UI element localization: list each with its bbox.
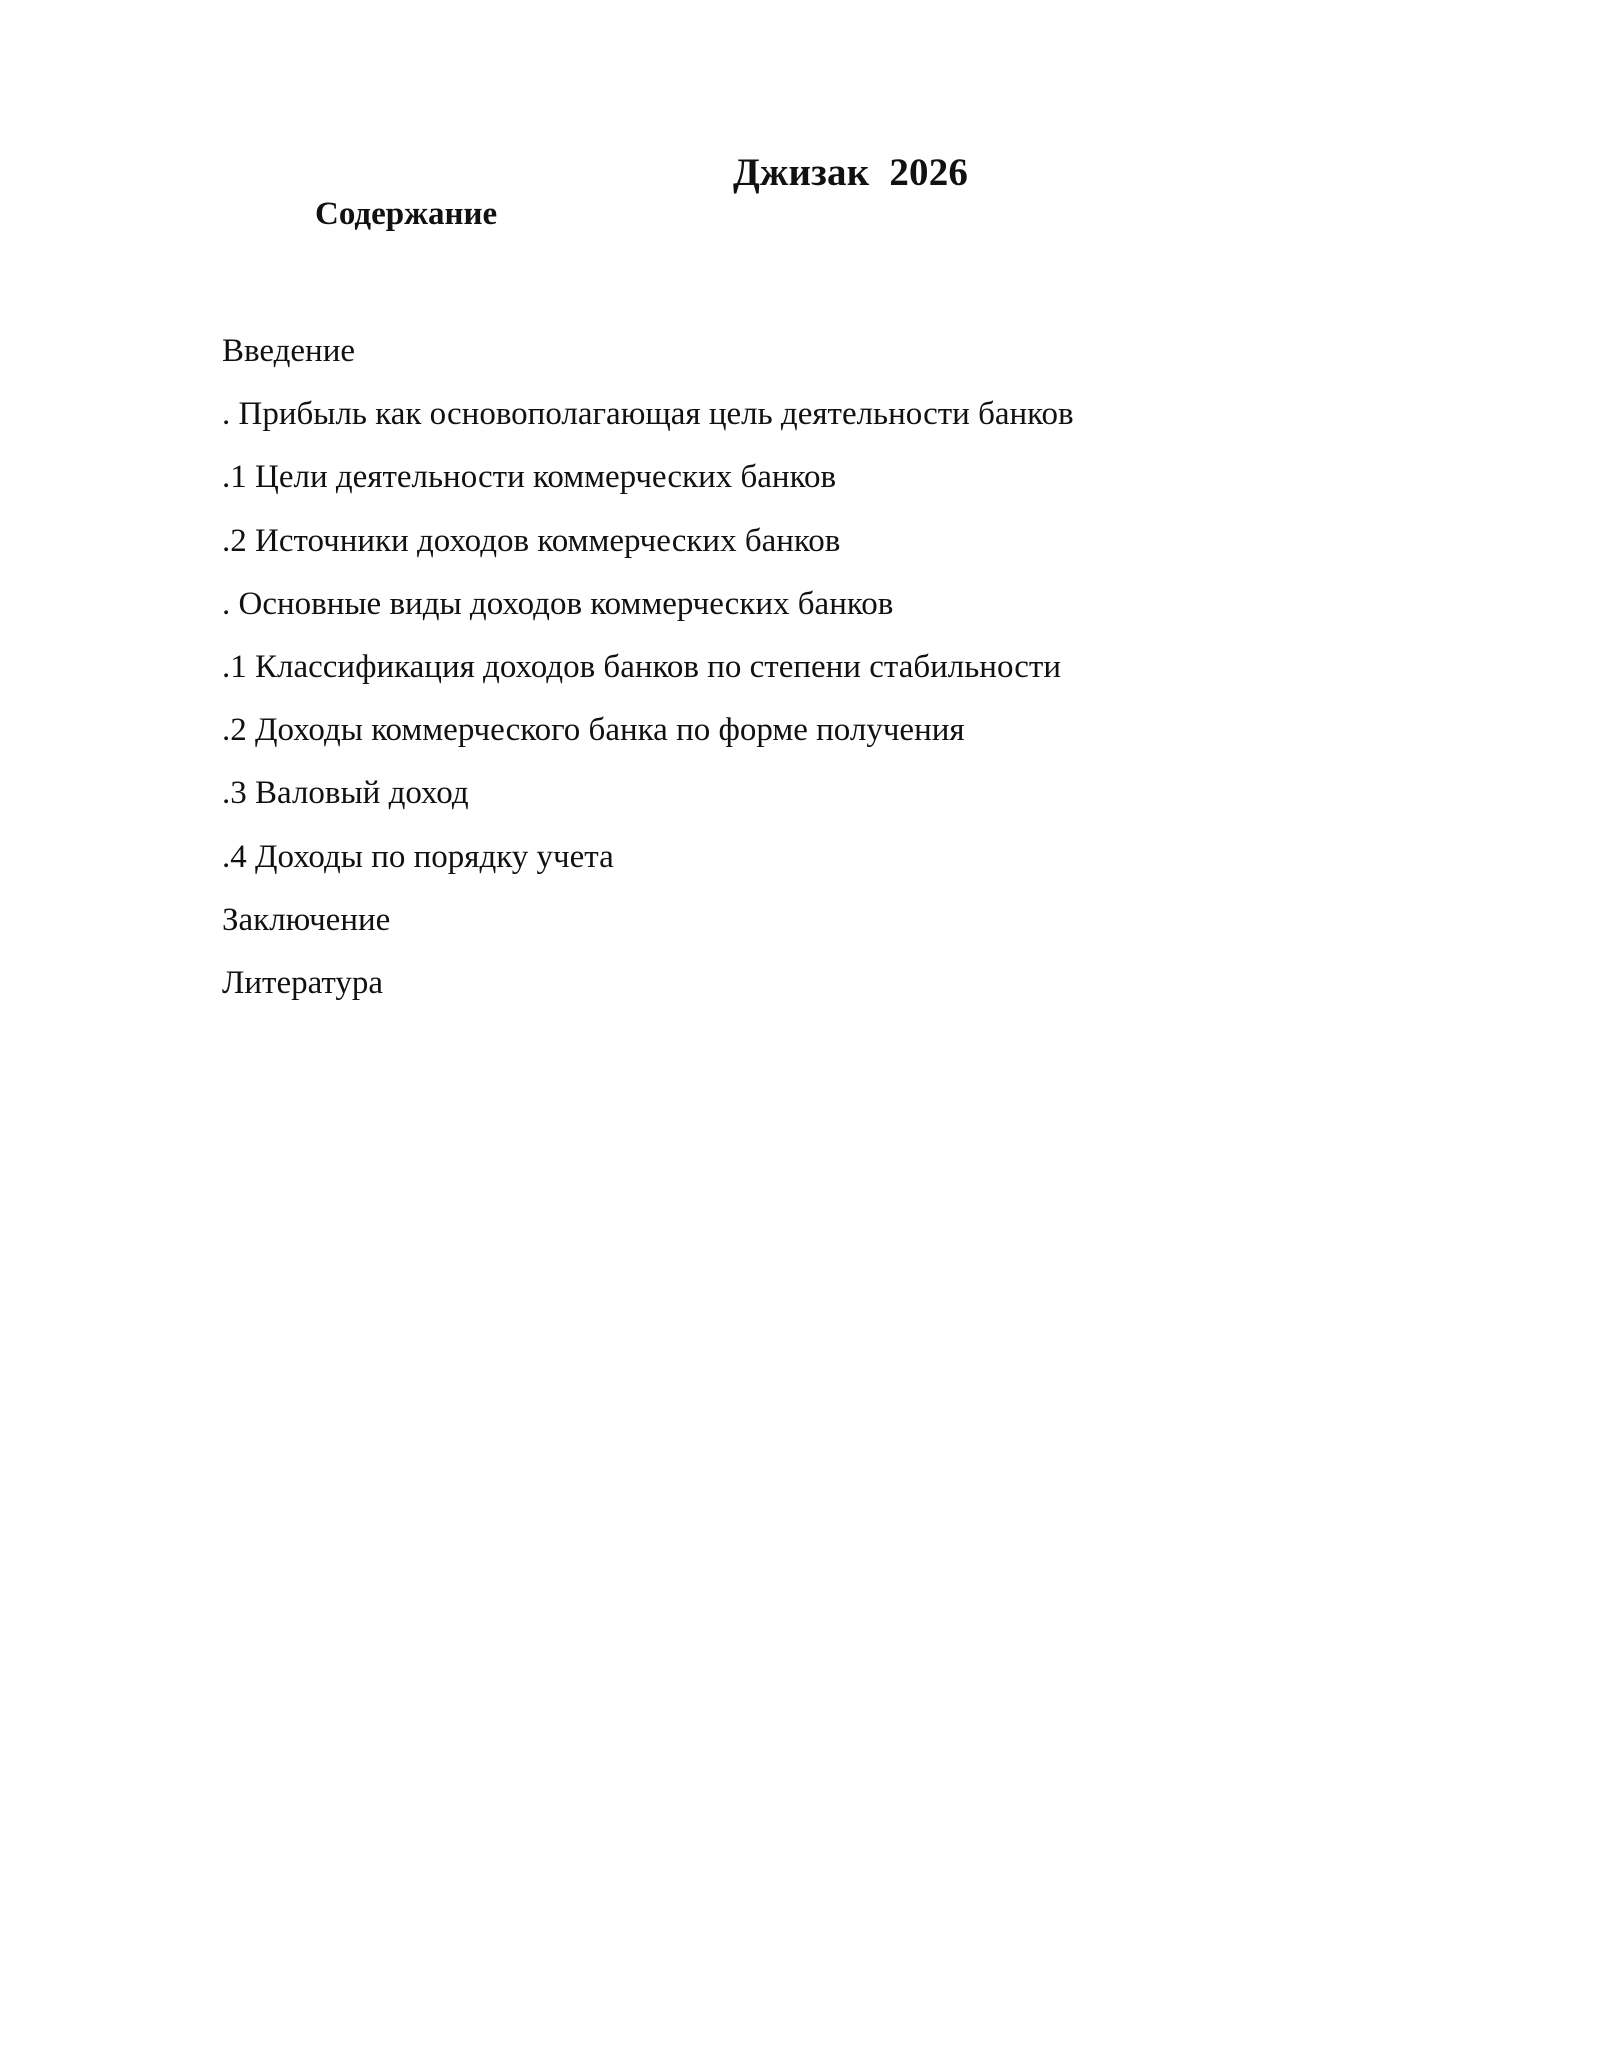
toc-item-section-2-2: .2 Доходы коммерческого банка по форме получения bbox=[222, 712, 965, 749]
toc-item-introduction: Введение bbox=[222, 333, 356, 369]
toc-heading: Содержание bbox=[315, 196, 498, 232]
toc-item-section-1-2: .2 Источники доходов коммерческих банков bbox=[222, 522, 841, 559]
toc-item-section-1: . Прибыль как основополагающая цель деятельности банков bbox=[222, 396, 1074, 433]
toc-item-section-2: . Основные виды доходов коммерческих банков bbox=[222, 585, 894, 622]
table-of-contents bbox=[222, 320, 1074, 1015]
city-year-title: Джизак 2026 bbox=[733, 151, 969, 194]
toc-item-section-1-1: .1 Цели деятельности коммерческих банков bbox=[222, 459, 837, 496]
toc-item-conclusion: Заключение bbox=[222, 901, 391, 938]
toc-item-section-2-4: .4 Доходы по порядку учета bbox=[222, 838, 614, 875]
toc-item-section-2-1: .1 Классификация доходов банков по степени стабильности bbox=[222, 648, 1062, 685]
toc-item-literature: Литература bbox=[222, 964, 384, 1001]
toc-item-section-2-3: .3 Валовый доход bbox=[222, 775, 469, 812]
